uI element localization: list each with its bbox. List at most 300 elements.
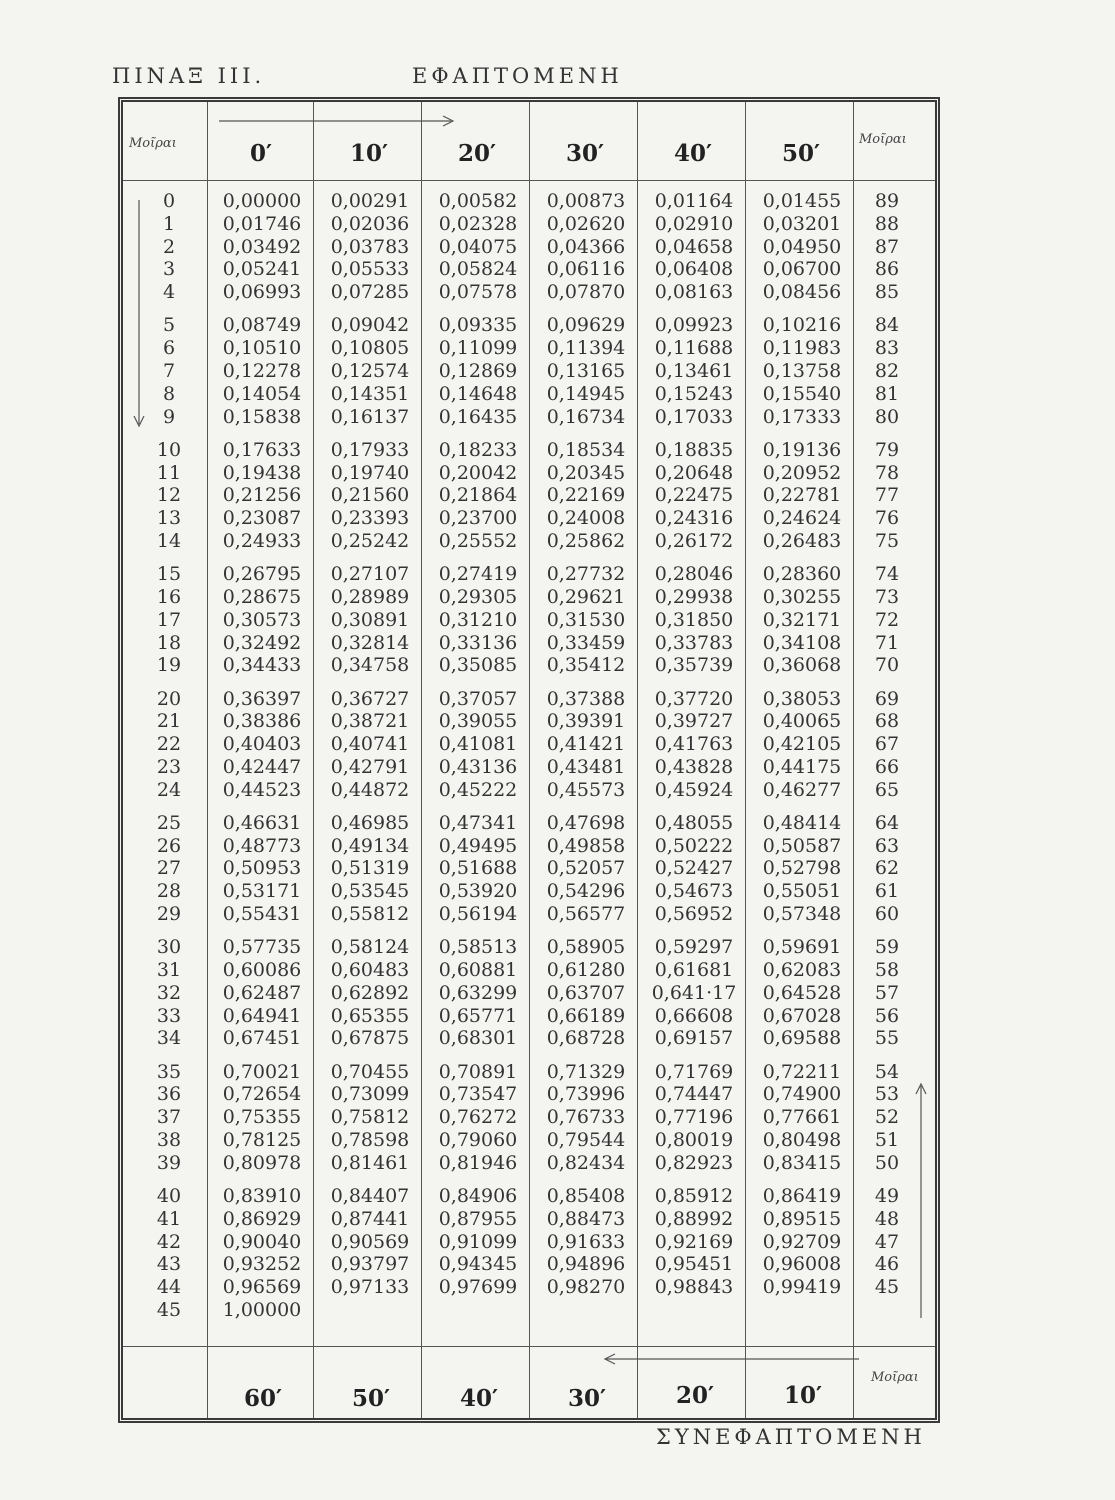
row-group [317, 1185, 423, 1299]
degree-cell: 45 [874, 1276, 900, 1299]
degree-cell: 16 [156, 585, 182, 608]
value-cell: 0,53545 [330, 880, 410, 903]
value-cell: 0,27419 [438, 563, 518, 586]
value-cell: 0,15540 [762, 382, 842, 405]
degree-cell: 80 [874, 405, 900, 428]
value-cell: 0,41081 [438, 733, 518, 756]
value-cell: 0,76272 [438, 1106, 518, 1129]
value-cell: 0,52427 [654, 857, 734, 880]
value-cell: 0,58513 [438, 936, 518, 959]
value-cell: 0,06700 [762, 258, 842, 281]
value-cell: 0,68728 [546, 1027, 626, 1050]
row-group [749, 314, 855, 428]
value-cell: 0,34433 [222, 654, 302, 677]
value-cell: 0,68301 [438, 1027, 518, 1050]
value-cell: 0,37057 [438, 687, 518, 710]
degree-cell: 54 [874, 1060, 900, 1083]
row-group [209, 936, 315, 1050]
row-group [317, 190, 423, 304]
value-cell: 0,52798 [762, 857, 842, 880]
value-cell: 0,45573 [546, 778, 626, 801]
value-cell: 0,49495 [438, 834, 518, 857]
value-cell: 0,35085 [438, 654, 518, 677]
value-cell: 0,73099 [330, 1083, 410, 1106]
value-cell: 0,03783 [330, 235, 410, 258]
degree-cell: 22 [156, 733, 182, 756]
value-cell: 0,10805 [330, 337, 410, 360]
row-group [749, 936, 855, 1050]
row-group [749, 190, 855, 304]
value-cell: 0,39727 [654, 710, 734, 733]
value-cell: 0,92169 [654, 1230, 734, 1253]
row-group [749, 812, 855, 926]
value-cell: 0,46985 [330, 811, 410, 834]
value-cell: 0,91633 [546, 1230, 626, 1253]
value-cell: 0,16435 [438, 405, 518, 428]
value-cell: 0,94345 [438, 1253, 518, 1276]
value-cell: 0,01164 [654, 190, 734, 212]
row-group [749, 1061, 855, 1175]
value-cell: 0,73996 [546, 1083, 626, 1106]
value-cell: 0,28046 [654, 563, 734, 586]
value-cell: 0,75812 [330, 1106, 410, 1129]
value-cell: 0,17333 [762, 405, 842, 428]
value-cell: 0,71769 [654, 1060, 734, 1083]
value-cell: 0,63707 [546, 981, 626, 1004]
degree-cell: 61 [874, 880, 900, 903]
degree-cell: 64 [874, 811, 900, 834]
value-cell: 0,27107 [330, 563, 410, 586]
value-cell: 0,08456 [762, 281, 842, 304]
value-cell: 0,59297 [654, 936, 734, 959]
value-cell: 0,59691 [762, 936, 842, 959]
value-cell: 0,28675 [222, 585, 302, 608]
value-cell: 0,33136 [438, 631, 518, 654]
degree-cell: 31 [156, 959, 182, 982]
value-cell: 0,40065 [762, 710, 842, 733]
row-group [425, 314, 531, 428]
value-cell: 0,18835 [654, 438, 734, 461]
value-cell: 0,26172 [654, 529, 734, 552]
value-cell: 0,23700 [438, 507, 518, 530]
value-cell: 0,65355 [330, 1004, 410, 1027]
value-cell: 0,03201 [762, 212, 842, 235]
value-cell: 0,54673 [654, 880, 734, 903]
value-cell: 0,09042 [330, 314, 410, 337]
row-group [425, 1061, 531, 1175]
row-group [317, 688, 423, 802]
value-cell: 0,11983 [762, 337, 842, 360]
value-cell: 0,24008 [546, 507, 626, 530]
value-cell: 0,28989 [330, 585, 410, 608]
degree-cell: 84 [874, 314, 900, 337]
value-cell: 0,52057 [546, 857, 626, 880]
degree-cell: 87 [874, 235, 900, 258]
value-cell: 0,80978 [222, 1151, 302, 1174]
value-cell: 0,89515 [762, 1207, 842, 1230]
value-cell: 0,31850 [654, 608, 734, 631]
degree-cell: 89 [874, 190, 900, 212]
row-group [857, 563, 917, 677]
degree-cell: 29 [156, 903, 182, 926]
value-cell: 0,62083 [762, 959, 842, 982]
value-cell: 0,29621 [546, 585, 626, 608]
value-cell: 0,07285 [330, 281, 410, 304]
value-cell: 0,74447 [654, 1083, 734, 1106]
degree-cell: 78 [874, 461, 900, 484]
degree-cell: 42 [156, 1230, 182, 1253]
value-cell: 0,90040 [222, 1230, 302, 1253]
value-cell: 0,12869 [438, 359, 518, 382]
value-column-30 [533, 190, 639, 1309]
value-cell: 0,90569 [330, 1230, 410, 1253]
value-cell: 0,05241 [222, 258, 302, 281]
value-cell: 0,56577 [546, 903, 626, 926]
value-cell: 0,80498 [762, 1129, 842, 1152]
degree-cell: 76 [874, 507, 900, 530]
row-group [533, 190, 639, 304]
value-cell: 0,66189 [546, 1004, 626, 1027]
row-group [209, 439, 315, 553]
degree-cell: 77 [874, 484, 900, 507]
value-cell: 0,12574 [330, 359, 410, 382]
value-cell: 0,22475 [654, 484, 734, 507]
value-cell: 0,78125 [222, 1129, 302, 1152]
value-cell: 0,14351 [330, 382, 410, 405]
row-group [139, 1061, 199, 1175]
degree-cell: 13 [156, 507, 182, 530]
value-cell: 0,25552 [438, 529, 518, 552]
row-group [641, 190, 747, 304]
value-cell: 0,13758 [762, 359, 842, 382]
degree-cell: 32 [156, 981, 182, 1004]
value-cell: 0,98270 [546, 1276, 626, 1299]
value-cell: 0,45222 [438, 778, 518, 801]
degree-cell: 57 [874, 981, 900, 1004]
degree-cell: 81 [874, 382, 900, 405]
value-cell: 0,12278 [222, 359, 302, 382]
degree-cell: 36 [156, 1083, 182, 1106]
degree-cell: 15 [156, 563, 182, 586]
value-cell: 0,11099 [438, 337, 518, 360]
value-cell: 0,79060 [438, 1129, 518, 1152]
bottom-minutes-30: 30′ [567, 1385, 607, 1412]
value-cell: 0,46277 [762, 778, 842, 801]
value-cell: 0,67875 [330, 1027, 410, 1050]
minutes-header-10: 10′ [349, 140, 389, 167]
degree-cell: 7 [162, 359, 176, 382]
row-group [425, 190, 531, 304]
value-cell: 0,17933 [330, 438, 410, 461]
value-cell: 0,43481 [546, 755, 626, 778]
value-cell: 0,70891 [438, 1060, 518, 1083]
value-cell: 0,30255 [762, 585, 842, 608]
col-sep [207, 102, 208, 1418]
value-cell: 0,50222 [654, 834, 734, 857]
value-cell: 0,19136 [762, 438, 842, 461]
value-cell: 0,24316 [654, 507, 734, 530]
value-cell: 0,41763 [654, 733, 734, 756]
degree-cell: 19 [156, 654, 182, 677]
value-cell: 0,56194 [438, 903, 518, 926]
table-number: ΠΙΝΑΞ ΙΙΙ. [112, 64, 266, 88]
value-cell: 0,21560 [330, 484, 410, 507]
degree-cell: 51 [874, 1129, 900, 1152]
row-group [857, 812, 917, 926]
value-cell: 0,48773 [222, 834, 302, 857]
degree-cell: 12 [156, 484, 182, 507]
row-group [641, 439, 747, 553]
value-cell: 0,51688 [438, 857, 518, 880]
degree-cell: 30 [156, 936, 182, 959]
row-group [857, 190, 917, 304]
value-cell: 0,86419 [762, 1185, 842, 1207]
degree-cell: 67 [874, 733, 900, 756]
value-cell: 0,63299 [438, 981, 518, 1004]
value-cell: 0,26483 [762, 529, 842, 552]
degree-cell: 52 [874, 1106, 900, 1129]
degree-cell: 70 [874, 654, 900, 677]
degree-cell: 41 [156, 1207, 182, 1230]
value-cell: 0,15243 [654, 382, 734, 405]
row-group [857, 439, 917, 553]
value-cell: 0,08163 [654, 281, 734, 304]
degree-cell: 14 [156, 529, 182, 552]
row-group [209, 1185, 315, 1322]
row-group [425, 563, 531, 677]
table-title: ΕΦΑΠΤΟΜΕΝΗ [412, 64, 623, 88]
value-cell: 0,44872 [330, 778, 410, 801]
bottom-minutes-50: 50′ [351, 1385, 391, 1412]
value-cell: 0,19740 [330, 461, 410, 484]
value-cell: 0,32171 [762, 608, 842, 631]
row-group [533, 439, 639, 553]
degree-cell: 66 [874, 755, 900, 778]
value-cell: 0,61280 [546, 959, 626, 982]
value-cell: 0,73547 [438, 1083, 518, 1106]
value-cell: 0,88992 [654, 1207, 734, 1230]
value-cell: 0,76733 [546, 1106, 626, 1129]
bottom-minutes-10: 10′ [783, 1382, 823, 1409]
value-cell: 0,42105 [762, 733, 842, 756]
value-column-10 [317, 190, 423, 1309]
row-group [749, 1185, 855, 1299]
degree-cell: 21 [156, 710, 182, 733]
value-cell: 0,24933 [222, 529, 302, 552]
value-cell: 0,95451 [654, 1253, 734, 1276]
value-cell: 0,19438 [222, 461, 302, 484]
value-cell: 0,49858 [546, 834, 626, 857]
value-cell: 0,37720 [654, 687, 734, 710]
degree-cell: 88 [874, 212, 900, 235]
value-cell: 0,04950 [762, 235, 842, 258]
value-cell: 0,06116 [546, 258, 626, 281]
value-cell: 0,78598 [330, 1129, 410, 1152]
value-cell: 0,38053 [762, 687, 842, 710]
degree-cell: 82 [874, 359, 900, 382]
value-cell: 0,67451 [222, 1027, 302, 1050]
value-cell: 0,25862 [546, 529, 626, 552]
row-group [209, 190, 315, 304]
minutes-header-30: 30′ [565, 140, 605, 167]
value-cell: 0,47698 [546, 811, 626, 834]
value-column-0 [209, 190, 315, 1332]
value-cell: 0,75355 [222, 1106, 302, 1129]
value-cell: 0,81946 [438, 1151, 518, 1174]
value-cell: 0,93252 [222, 1253, 302, 1276]
degree-cell: 1 [162, 212, 176, 235]
value-cell: 0,39055 [438, 710, 518, 733]
value-cell: 0,47341 [438, 811, 518, 834]
row-group [317, 563, 423, 677]
row-group [425, 936, 531, 1050]
degree-cell: 60 [874, 903, 900, 926]
value-cell: 0,91099 [438, 1230, 518, 1253]
value-cell: 0,33459 [546, 631, 626, 654]
degree-cell: 38 [156, 1129, 182, 1152]
value-cell: 0,72654 [222, 1083, 302, 1106]
degree-cell: 40 [156, 1185, 182, 1207]
degree-cell: 4 [162, 281, 176, 304]
value-cell: 0,36068 [762, 654, 842, 677]
value-cell: 0,32814 [330, 631, 410, 654]
value-cell: 0,74900 [762, 1083, 842, 1106]
minutes-header-20: 20′ [457, 140, 497, 167]
row-group [533, 1061, 639, 1175]
row-group [425, 688, 531, 802]
value-cell: 0,71329 [546, 1060, 626, 1083]
value-cell: 0,58124 [330, 936, 410, 959]
row-group [209, 314, 315, 428]
value-cell: 0,09335 [438, 314, 518, 337]
degree-cell: 5 [162, 314, 176, 337]
value-cell: 0,18233 [438, 438, 518, 461]
value-cell: 0,56952 [654, 903, 734, 926]
value-cell: 0,40741 [330, 733, 410, 756]
value-cell: 0,34108 [762, 631, 842, 654]
value-cell: 0,02036 [330, 212, 410, 235]
value-cell: 0,93797 [330, 1253, 410, 1276]
value-cell: 0,57735 [222, 936, 302, 959]
degree-cell: 3 [162, 258, 176, 281]
row-group [749, 563, 855, 677]
value-cell: 0,84407 [330, 1185, 410, 1207]
row-group [425, 1185, 531, 1299]
degrees-label-top-right: Μοῖραι [859, 132, 907, 147]
degree-cell: 8 [162, 382, 176, 405]
value-cell: 0,85912 [654, 1185, 734, 1207]
degree-cell: 23 [156, 755, 182, 778]
value-cell: 0,48055 [654, 811, 734, 834]
row-group [139, 314, 199, 428]
row-group [857, 1061, 917, 1175]
row-group [641, 314, 747, 428]
value-cell: 0,77661 [762, 1106, 842, 1129]
value-cell: 0,53171 [222, 880, 302, 903]
bottom-minutes-60: 60′ [243, 1385, 283, 1412]
value-cell: 0,14054 [222, 382, 302, 405]
value-cell: 0,97699 [438, 1276, 518, 1299]
row-group [857, 688, 917, 802]
value-cell: 0,35412 [546, 654, 626, 677]
value-cell: 0,70455 [330, 1060, 410, 1083]
value-cell: 0,13165 [546, 359, 626, 382]
degree-cell: 28 [156, 880, 182, 903]
row-group [857, 936, 917, 1050]
value-cell: 0,87441 [330, 1207, 410, 1230]
value-cell: 0,96008 [762, 1253, 842, 1276]
row-group [209, 563, 315, 677]
degree-cell: 49 [874, 1185, 900, 1207]
row-group [317, 812, 423, 926]
value-cell: 0,14648 [438, 382, 518, 405]
value-cell: 0,38386 [222, 710, 302, 733]
degree-cell: 17 [156, 608, 182, 631]
value-cell: 0,92709 [762, 1230, 842, 1253]
degree-cell: 65 [874, 778, 900, 801]
degree-cell: 18 [156, 631, 182, 654]
page-header [112, 64, 942, 94]
degree-cell: 79 [874, 438, 900, 461]
degree-cell: 44 [156, 1276, 182, 1299]
value-cell: 0,44523 [222, 778, 302, 801]
value-cell: 0,10216 [762, 314, 842, 337]
value-cell: 0,55431 [222, 903, 302, 926]
degree-cell: 50 [874, 1151, 900, 1174]
value-cell: 0,57348 [762, 903, 842, 926]
value-cell: 0,17033 [654, 405, 734, 428]
row-group [641, 812, 747, 926]
value-cell: 0,17633 [222, 438, 302, 461]
value-cell: 0,25242 [330, 529, 410, 552]
footer-title: ΣΥΝΕΦΑΠΤΟΜΕΝΗ [656, 1425, 926, 1449]
value-cell: 0,05533 [330, 258, 410, 281]
row-group [425, 439, 531, 553]
value-cell: 0,69157 [654, 1027, 734, 1050]
row-group [139, 688, 199, 802]
row-group [641, 563, 747, 677]
value-cell: 0,18534 [546, 438, 626, 461]
value-cell: 0,00291 [330, 190, 410, 212]
degree-cell: 45 [156, 1298, 182, 1321]
value-cell: 0,98843 [654, 1276, 734, 1299]
value-cell: 0,10510 [222, 337, 302, 360]
row-group [641, 1061, 747, 1175]
value-cell: 0,49134 [330, 834, 410, 857]
value-cell: 0,62487 [222, 981, 302, 1004]
value-cell: 0,04658 [654, 235, 734, 258]
arrow-right-icon [219, 114, 459, 128]
value-cell: 0,99419 [762, 1276, 842, 1299]
value-cell: 0,86929 [222, 1207, 302, 1230]
value-cell: 0,02620 [546, 212, 626, 235]
value-cell: 0,72211 [762, 1060, 842, 1083]
value-cell: 0,97133 [330, 1276, 410, 1299]
row-group [533, 936, 639, 1050]
degree-cell: 6 [162, 337, 176, 360]
value-cell: 0,43828 [654, 755, 734, 778]
degree-cell: 26 [156, 834, 182, 857]
value-cell: 0,22781 [762, 484, 842, 507]
value-cell: 0,42791 [330, 755, 410, 778]
degree-cell: 56 [874, 1004, 900, 1027]
degree-cell: 58 [874, 959, 900, 982]
value-cell: 0,16137 [330, 405, 410, 428]
value-cell: 0,09629 [546, 314, 626, 337]
degree-cell: 59 [874, 936, 900, 959]
value-cell: 0,04366 [546, 235, 626, 258]
value-cell: 0,64941 [222, 1004, 302, 1027]
